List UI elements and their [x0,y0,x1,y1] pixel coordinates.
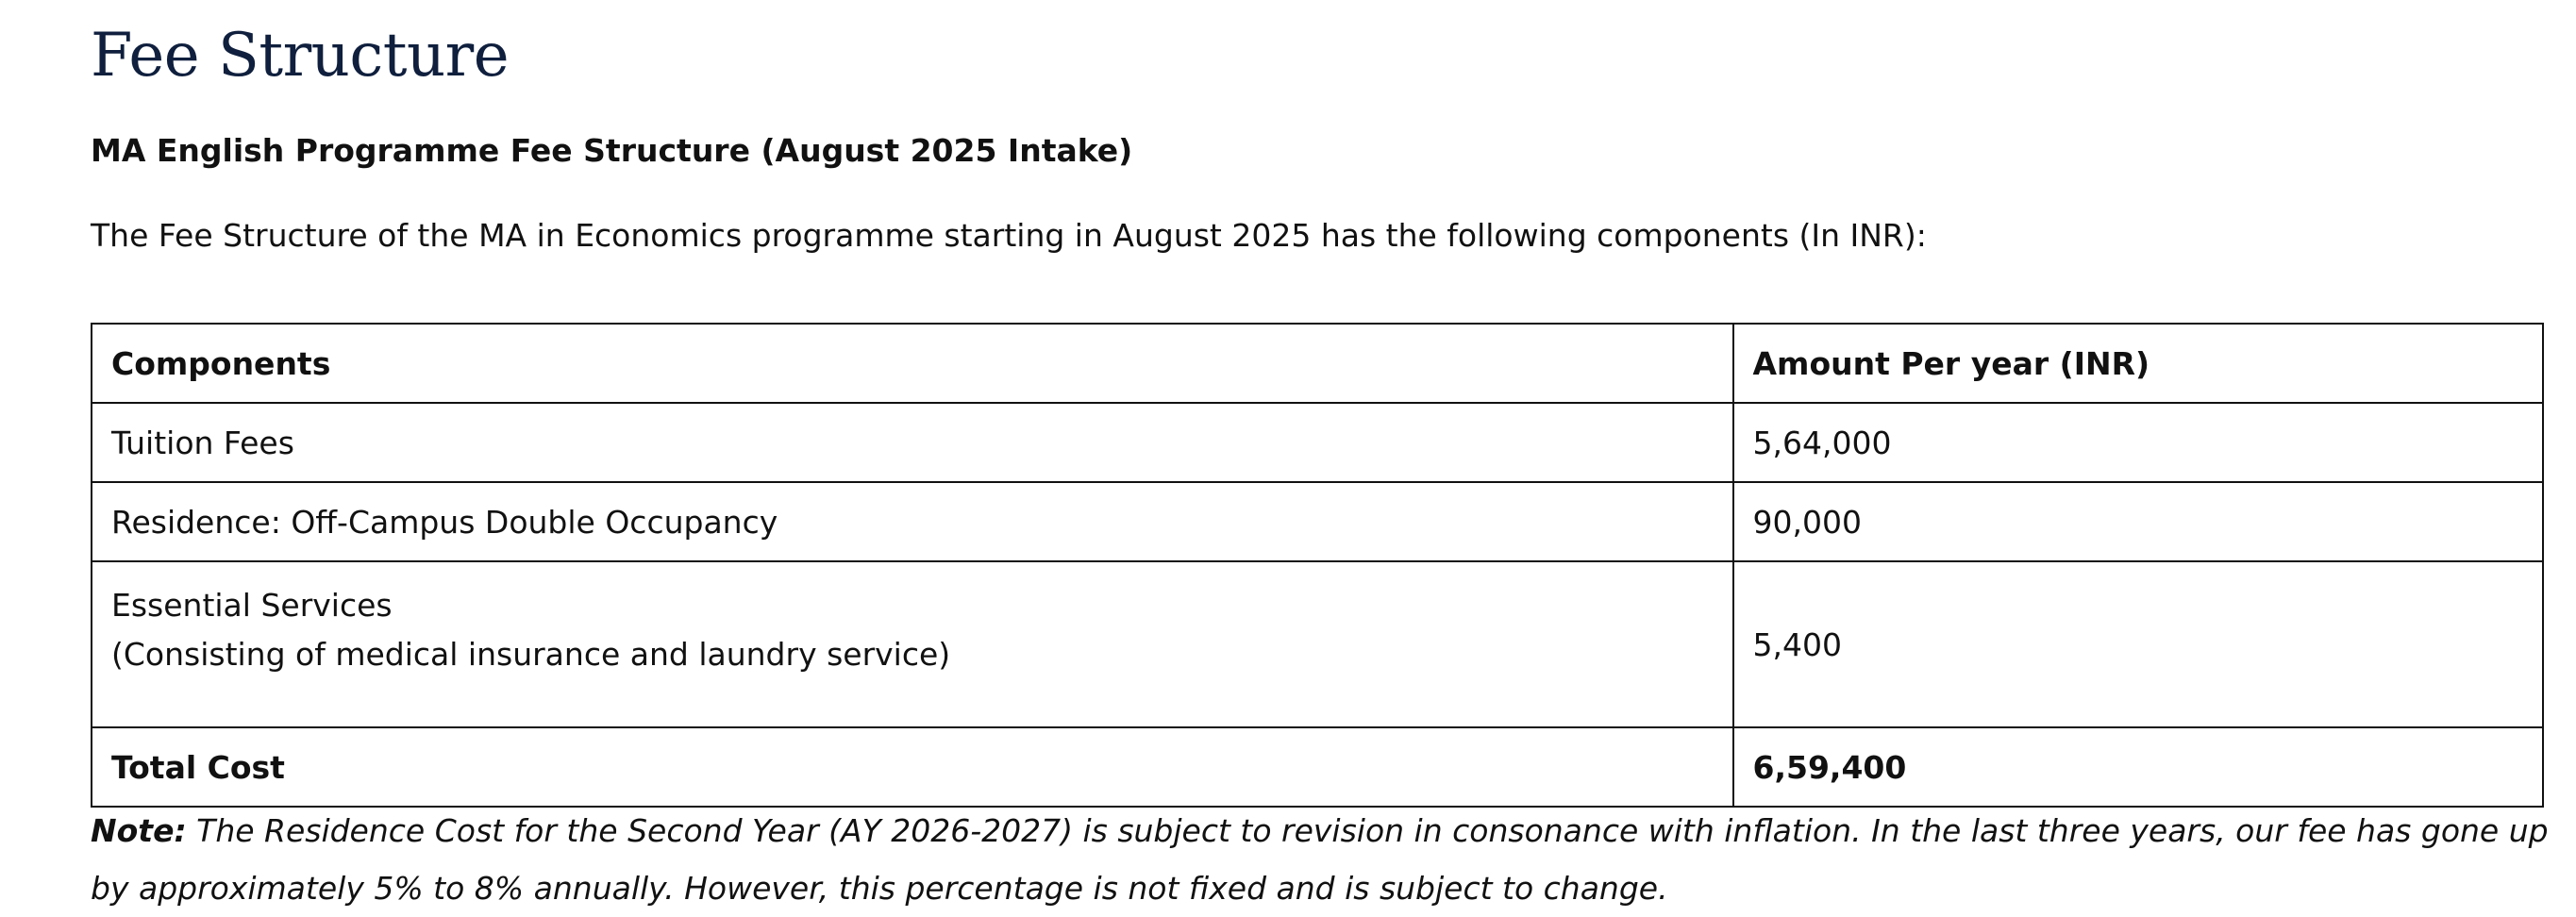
table-row [92,403,2543,482]
programme-subheading: MA English Programme Fee Structure (August 2025 Intake) [91,132,1133,169]
row-amount: 5,64,000 [1733,403,2543,482]
fee-note [91,802,2563,917]
row-amount: 90,000 [1733,482,2543,561]
page-title: Fee Structure [91,21,510,91]
table-row [92,561,2543,727]
header-amount: Amount Per year (INR) [1733,324,2543,403]
table-header-row [92,324,2543,403]
row-component: Tuition Fees [92,403,1733,482]
fee-table [91,323,2544,808]
row-amount: 5,400 [1733,561,2543,727]
table-row [92,482,2543,561]
row-component: Essential Services [111,587,393,624]
row-component-cell [92,561,1733,727]
row-component-detail: (Consisting of medical insurance and laundry service) [111,636,951,673]
note-text: The Residence Cost for the Second Year (AY 2026-2027) is subject to revision in consonance with inflation. In the last three years, our fee has gone up by approximately 5% to 8% annually. However, this percentage is not fixed and is subject to change. [91,812,2549,907]
total-amount: 6,59,400 [1733,727,2543,807]
header-components: Components [92,324,1733,403]
intro-paragraph: The Fee Structure of the MA in Economics programme starting in August 2025 has the following components (In INR): [91,217,1927,254]
note-label: Note: [91,812,187,849]
total-label: Total Cost [92,727,1733,807]
total-row [92,727,2543,807]
row-component: Residence: Off-Campus Double Occupancy [92,482,1733,561]
